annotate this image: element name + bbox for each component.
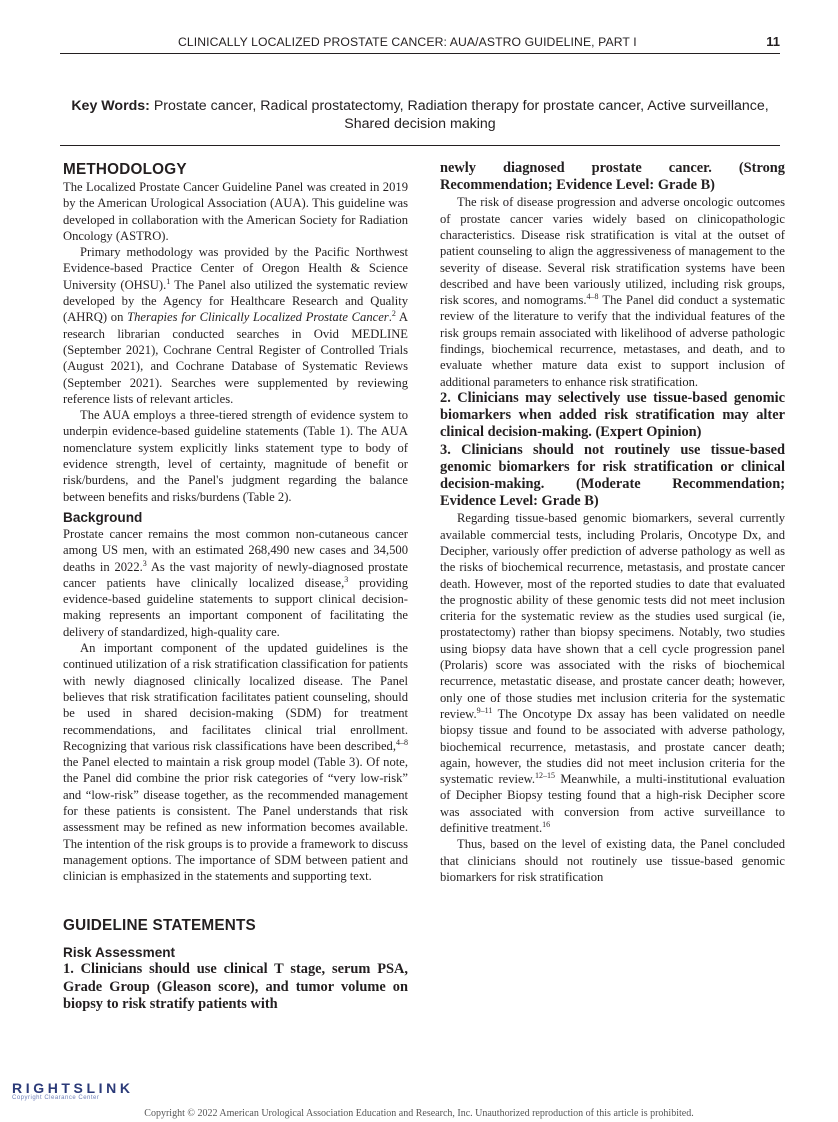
keywords-divider bbox=[60, 145, 780, 146]
guideline-heading: GUIDELINE STATEMENTS bbox=[63, 917, 256, 935]
rightslink-logo: RIGHTSLINK Copyright Clearance Center bbox=[12, 1080, 134, 1101]
background-heading: Background bbox=[63, 509, 143, 525]
statement-1-continued: newly diagnosed prostate cancer. (Strong Recommendation; Evidence Level: Grade B) bbox=[440, 160, 785, 194]
body-paragraph: The risk of disease progression and adverse oncologic outcomes of prostate cancer varies widely based on clinicopathologic characteristics. Disease risk stratification is vital at the outset of patient counseling to align the aggressiveness of management to the severity of disease. Several risk stratification systems have been described and have been variously utilized, including risk groups, risk scores, and nomograms.$^{4-8}$ The Panel did conduct a systematic review of the literature to verify that the individual features of the risk groups remain associated with likelihood of adverse pathologic findings, biochemical recurrence, metastases, and death, and to evaluate whether mature data exist to support inclusion of additional parameters to enhance risk stratification. bbox=[440, 195, 785, 389]
methodology-heading: METHODOLOGY bbox=[63, 161, 187, 178]
methodology-paragraph: Primary methodology was provided by the Pacific Northwest Evidence-based Practice Center of Oregon Health & Science University (OHSU).$^1$ The Panel also utilized the systematic review developed by the Agency for Healthcare Research and Quality (AHRQ) on Therapies for Clinically Localized Prostate Cancer.$^2$ A research librarian conducted searches in Ovid MEDLINE (September 2021), Cochrane Central Register of Controlled Trials (August 2021), and Cochrane Database of Systematic Reviews (September 2021). Searches were supplemented by reviewing reference lists of relevant articles. bbox=[63, 245, 408, 406]
background-paragraph: An important component of the updated guidelines is the continued utilization of a risk stratification classification for patients with newly diagnosed clinically localized disease. The Panel believes that risk stratification facilitates patient counseling, should be used in shared decision-making (SDM) for treatment recommendations, and facilitates clinical trial enrollment. Recognizing that various risk classifications have been described,$^{4-8}$ the Panel elected to maintain a risk group model (Table 3). Of note, the Panel did combine the prior risk categories of “very low-risk” and “low-risk” disease together, as the recommended management for these patients is consistent. The Panel understands that risk assessment may be refined as new information becomes available. The intention of the risk groups is to provide a framework to discuss management options. The importance of SDM between patient and clinician is emphasized in the statements and supporting text. bbox=[63, 641, 408, 884]
keywords-label: Key Words: bbox=[71, 98, 150, 114]
keywords bbox=[60, 97, 780, 133]
copyright-notice: Copyright © 2022 American Urological Association Education and Research, Inc. Unauthorized reproduction of this article is prohibited. bbox=[144, 1108, 694, 1119]
body-paragraph: Regarding tissue-based genomic biomarkers, several currently available commercial tests, including Prolaris, Oncotype Dx, and Decipher, variously offer prediction of adverse pathology as well as the risks of biochemical recurrence, metastasis, and prostate cancer death. However, most of the reported studies to date that evaluated the prognostic ability of these genomic tests did not meet inclusion criteria for the systematic review as the studies used surgical (ie, prostatectomy) rather than biopsy specimens. Notably, two studies using biopsy data have shown that a cell cycle progression panel (Prolaris) score was associated with the risks of biochemical recurrence, metastatic disease, and prostate cancer death; however, only one of those studies met inclusion criteria for the systematic review.$^{9-11}$ The Oncotype Dx assay has been validated on needle biopsy tissue and found to be associated with adverse pathology, biochemical recurrence, metastasis, and prostate cancer death; again, however, the studies did not meet inclusion criteria for the systematic review.$^{12-15}$ Meanwhile, a multi-institutional evaluation of Decipher Biopsy testing found that a high-risk Decipher score was associated with conversion from active surveillance to definitive treatment.$^{16}$ bbox=[440, 511, 785, 836]
risk-assessment-heading: Risk Assessment bbox=[63, 945, 176, 961]
running-header bbox=[60, 33, 780, 54]
background-paragraph: Prostate cancer remains the most common non-cutaneous cancer among US men, with an estimated 268,490 new cases and 34,500 deaths in 2022.$^3$ As the vast majority of newly-diagnosed prostate cancer patients have clinically localized disease,$^3$ providing evidence-based guideline statements to support clinical decision-making represents an important component of facilitating the delivery of standardized, high-quality care. bbox=[63, 526, 409, 639]
cited-title: Therapies for Clinically Localized Prostate Cancer bbox=[127, 310, 389, 325]
methodology-paragraph: The Localized Prostate Cancer Guideline Panel was created in 2019 by the American Urological Association (AUA). This guideline was developed in collaboration with the American Society for Radiation Oncology (ASTRO). bbox=[63, 180, 408, 243]
right-column bbox=[440, 160, 785, 885]
left-column bbox=[63, 160, 408, 1013]
page-number: 11 bbox=[766, 34, 780, 49]
statement-1: 1. Clinicians should use clinical T stage, serum PSA, Grade Group (Gleason score), and tumor volume on biopsy to risk stratify patients with bbox=[63, 961, 408, 1012]
keywords-text: Prostate cancer, Radical prostatectomy, Radiation therapy for prostate cancer, Active surveillance, Shared decision making bbox=[153, 98, 769, 132]
body-paragraph: Thus, based on the level of existing data, the Panel concluded that clinicians should not routinely use tissue-based genomic biomarkers for risk stratification bbox=[440, 837, 785, 884]
methodology-paragraph: The AUA employs a three-tiered strength of evidence system to underpin evidence-based guideline statements (Table 1). The AUA nomenclature system explicitly links statement type to body of evidence strength, level of certainty, magnitude of benefit or risk/burdens, and the Panel's judgment regarding the balance between benefits and risks/burdens (Table 2). bbox=[63, 408, 408, 504]
running-title: CLINICALLY LOCALIZED PROSTATE CANCER: AUA/ASTRO GUIDELINE, PART I bbox=[178, 35, 637, 49]
statement-2: 2. Clinicians may selectively use tissue-based genomic biomarkers when added risk stratification may alter clinical decision-making. (Expert Opinion) bbox=[440, 389, 785, 441]
statement-3: 3. Clinicians should not routinely use tissue-based genomic biomarkers for risk stratification or clinical decision-making. (Moderate Recommendation; Evidence Level: Grade B) bbox=[440, 441, 785, 510]
